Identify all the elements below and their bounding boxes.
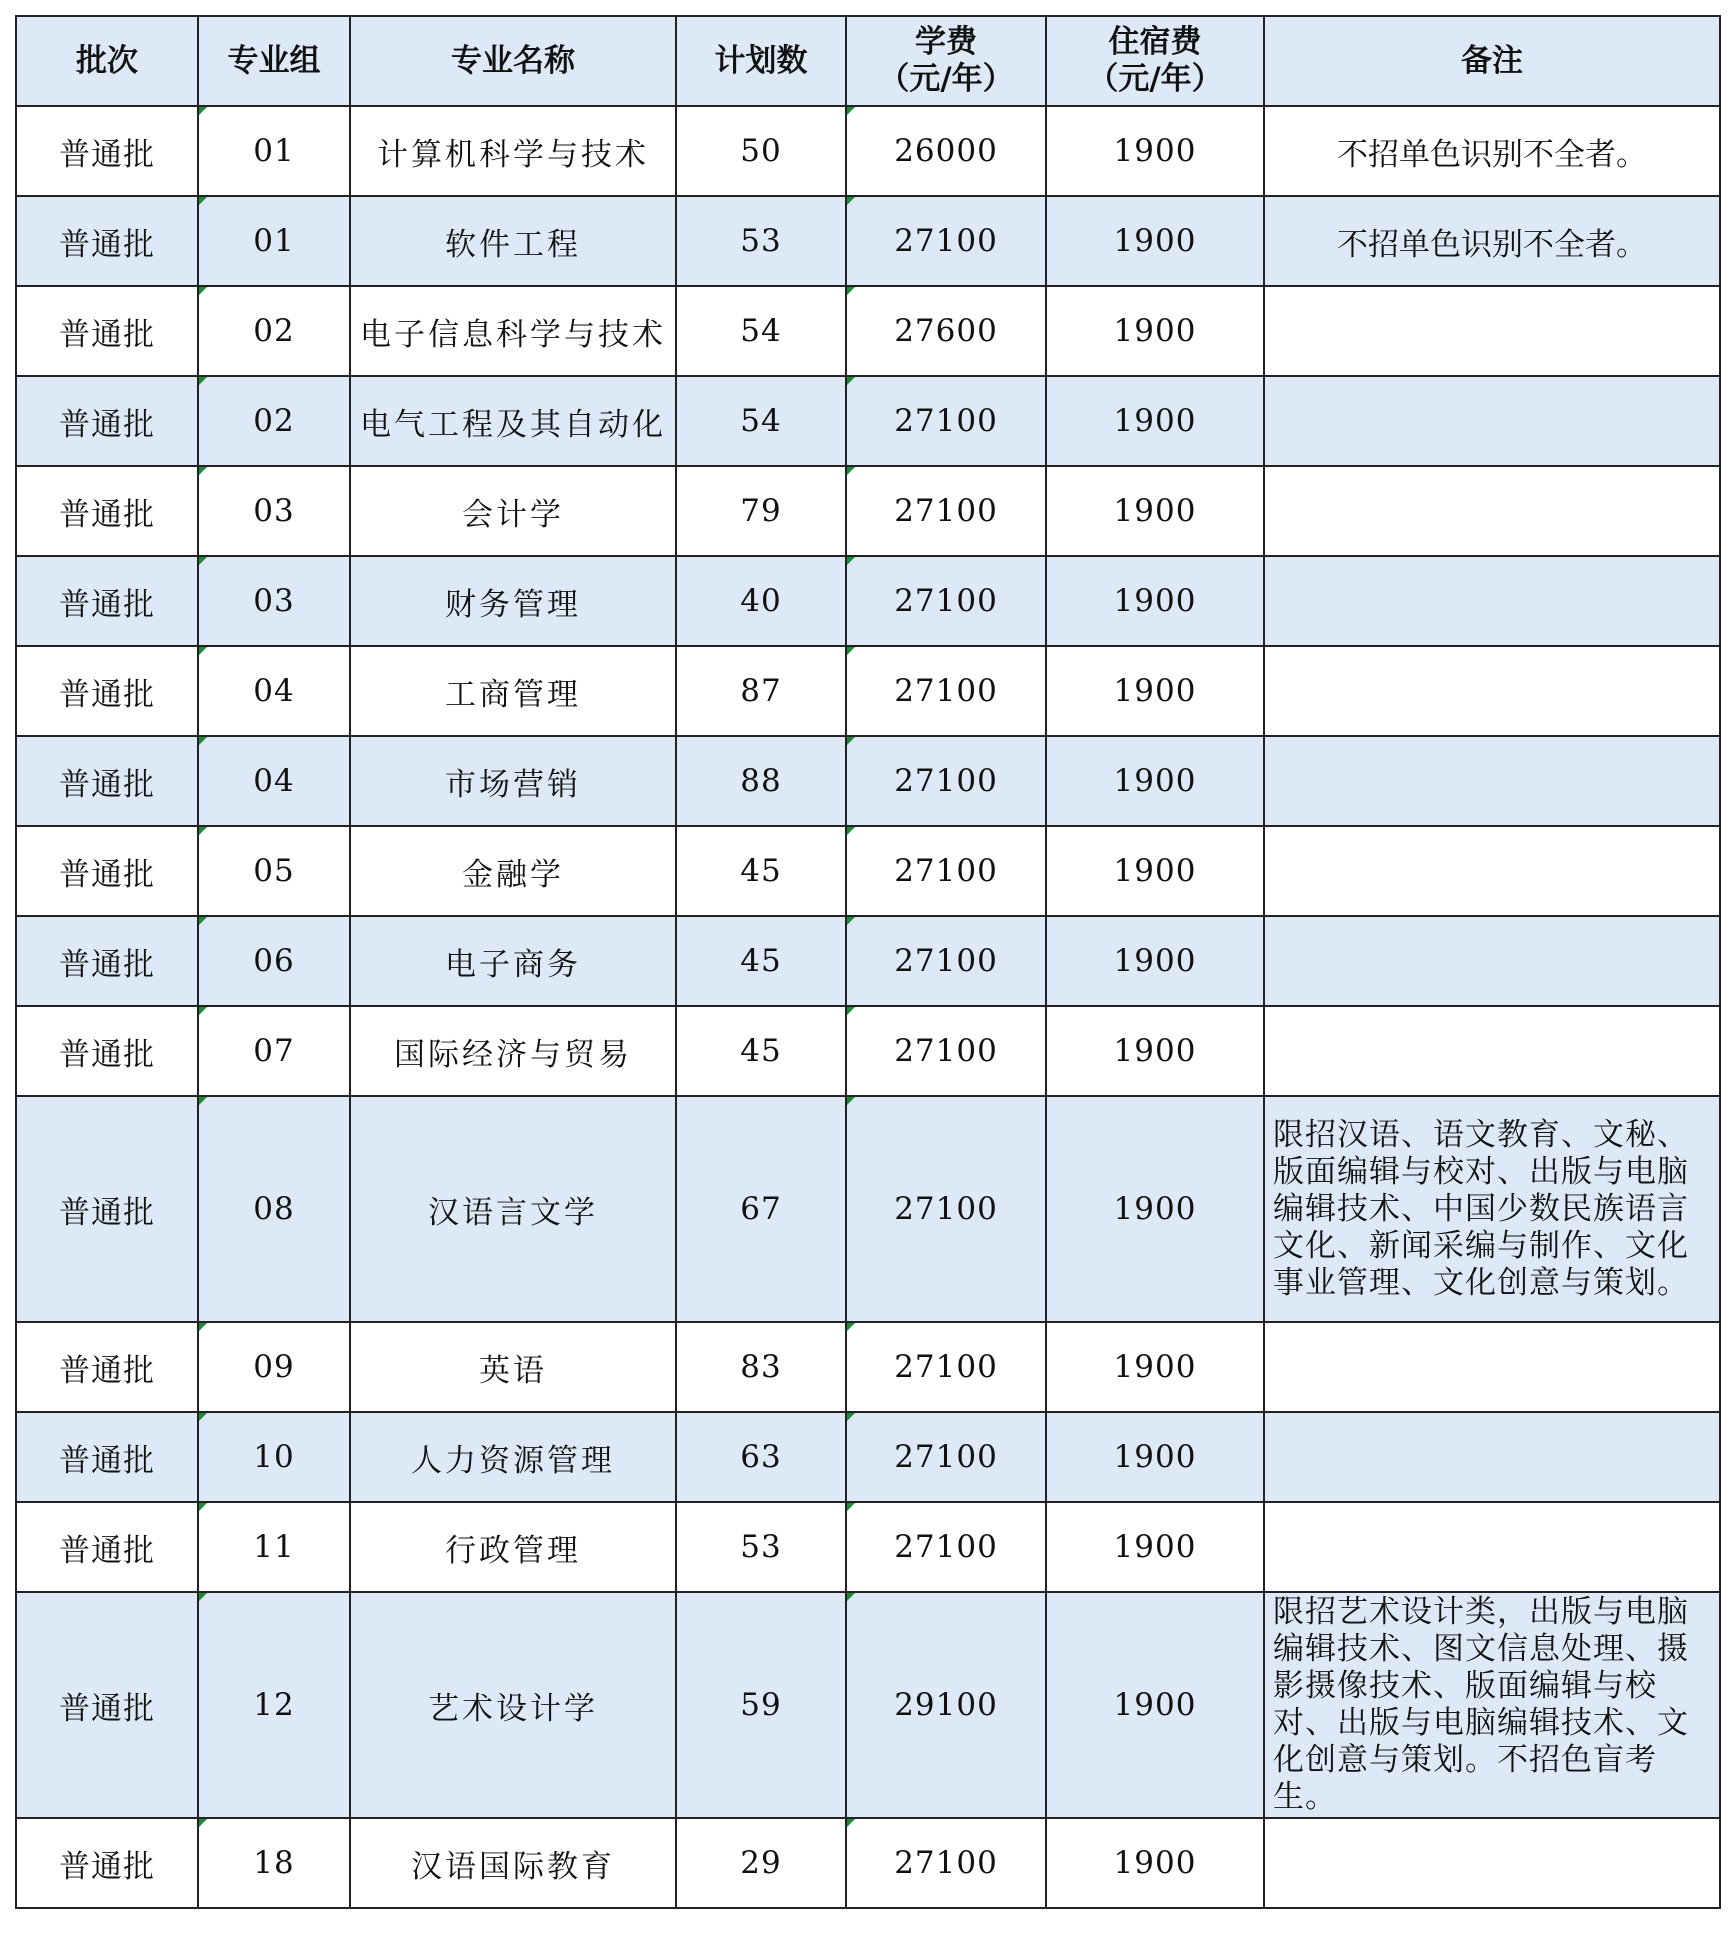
note-cell	[1264, 376, 1720, 466]
dorm-cell: 1900	[1046, 736, 1264, 826]
table-header	[16, 16, 1720, 106]
group-cell: 08	[198, 1096, 350, 1322]
note-cell	[1264, 1502, 1720, 1592]
group-cell: 09	[198, 1322, 350, 1412]
header-batch: 批次	[16, 16, 198, 106]
tuition-cell: 27100	[846, 1096, 1046, 1322]
group-cell: 18	[198, 1818, 350, 1908]
major-cell: 电子信息科学与技术	[350, 286, 676, 376]
batch-cell: 普通批	[16, 916, 198, 1006]
header-plan: 计划数	[676, 16, 846, 106]
table-row	[16, 286, 1720, 376]
major-cell: 工商管理	[350, 646, 676, 736]
plan-cell: 29	[676, 1818, 846, 1908]
plan-cell: 50	[676, 106, 846, 196]
group-cell: 03	[198, 466, 350, 556]
table-row	[16, 1006, 1720, 1096]
dorm-cell: 1900	[1046, 1412, 1264, 1502]
plan-cell: 67	[676, 1096, 846, 1322]
dorm-cell: 1900	[1046, 556, 1264, 646]
major-cell: 电气工程及其自动化	[350, 376, 676, 466]
plan-cell: 83	[676, 1322, 846, 1412]
group-cell: 04	[198, 646, 350, 736]
tuition-cell: 27100	[846, 376, 1046, 466]
dorm-cell: 1900	[1046, 376, 1264, 466]
major-cell: 行政管理	[350, 1502, 676, 1592]
major-cell: 汉语国际教育	[350, 1818, 676, 1908]
batch-cell: 普通批	[16, 466, 198, 556]
table-row	[16, 106, 1720, 196]
major-cell: 汉语言文学	[350, 1096, 676, 1322]
table-row	[16, 376, 1720, 466]
major-cell: 电子商务	[350, 916, 676, 1006]
dorm-cell: 1900	[1046, 826, 1264, 916]
major-cell: 英语	[350, 1322, 676, 1412]
batch-cell: 普通批	[16, 106, 198, 196]
major-cell: 市场营销	[350, 736, 676, 826]
header-dorm	[1046, 16, 1264, 106]
plan-cell: 63	[676, 1412, 846, 1502]
note-cell	[1264, 466, 1720, 556]
group-cell: 11	[198, 1502, 350, 1592]
plan-cell: 59	[676, 1592, 846, 1818]
dorm-cell: 1900	[1046, 1322, 1264, 1412]
table-row	[16, 1096, 1720, 1322]
tuition-cell: 27100	[846, 826, 1046, 916]
note-cell	[1264, 556, 1720, 646]
plan-cell: 54	[676, 286, 846, 376]
plan-cell: 53	[676, 1502, 846, 1592]
note-cell	[1264, 916, 1720, 1006]
batch-cell: 普通批	[16, 1412, 198, 1502]
table-row	[16, 1502, 1720, 1592]
table-row	[16, 1412, 1720, 1502]
header-note: 备注	[1264, 16, 1720, 106]
tuition-cell: 27100	[846, 916, 1046, 1006]
tuition-cell: 27100	[846, 1412, 1046, 1502]
header-group: 专业组	[198, 16, 350, 106]
dorm-cell: 1900	[1046, 286, 1264, 376]
header-major: 专业名称	[350, 16, 676, 106]
batch-cell: 普通批	[16, 1322, 198, 1412]
tuition-cell: 29100	[846, 1592, 1046, 1818]
note-cell	[1264, 736, 1720, 826]
table-row	[16, 1322, 1720, 1412]
dorm-cell: 1900	[1046, 916, 1264, 1006]
plan-cell: 79	[676, 466, 846, 556]
note-cell: 不招单色识别不全者。	[1264, 106, 1720, 196]
group-cell: 05	[198, 826, 350, 916]
major-cell: 艺术设计学	[350, 1592, 676, 1818]
dorm-cell: 1900	[1046, 1006, 1264, 1096]
table-body	[16, 106, 1720, 1908]
table-row	[16, 466, 1720, 556]
group-cell: 02	[198, 376, 350, 466]
major-cell: 财务管理	[350, 556, 676, 646]
dorm-cell: 1900	[1046, 466, 1264, 556]
batch-cell: 普通批	[16, 1502, 198, 1592]
header-tuition-line1: 学费	[915, 24, 977, 60]
note-cell	[1264, 1818, 1720, 1908]
group-cell: 01	[198, 106, 350, 196]
group-cell: 12	[198, 1592, 350, 1818]
table-row	[16, 1818, 1720, 1908]
tuition-cell: 27600	[846, 286, 1046, 376]
dorm-cell: 1900	[1046, 1502, 1264, 1592]
group-cell: 06	[198, 916, 350, 1006]
major-cell: 计算机科学与技术	[350, 106, 676, 196]
header-tuition	[846, 16, 1046, 106]
note-cell	[1264, 646, 1720, 736]
group-cell: 04	[198, 736, 350, 826]
tuition-cell: 27100	[846, 1322, 1046, 1412]
dorm-cell: 1900	[1046, 1818, 1264, 1908]
group-cell: 03	[198, 556, 350, 646]
plan-cell: 45	[676, 826, 846, 916]
plan-cell: 87	[676, 646, 846, 736]
table-row	[16, 556, 1720, 646]
header-dorm-line1: 住宿费	[1108, 24, 1202, 60]
batch-cell: 普通批	[16, 646, 198, 736]
dorm-cell: 1900	[1046, 106, 1264, 196]
batch-cell: 普通批	[16, 826, 198, 916]
major-cell: 人力资源管理	[350, 1412, 676, 1502]
admission-plan-table	[15, 15, 1721, 1909]
tuition-cell: 27100	[846, 556, 1046, 646]
table-row	[16, 736, 1720, 826]
note-cell	[1264, 1006, 1720, 1096]
batch-cell: 普通批	[16, 1818, 198, 1908]
table-row	[16, 1592, 1720, 1818]
tuition-cell: 27100	[846, 1818, 1046, 1908]
batch-cell: 普通批	[16, 556, 198, 646]
dorm-cell: 1900	[1046, 1592, 1264, 1818]
group-cell: 10	[198, 1412, 350, 1502]
batch-cell: 普通批	[16, 736, 198, 826]
plan-cell: 54	[676, 376, 846, 466]
table-row	[16, 916, 1720, 1006]
major-cell: 国际经济与贸易	[350, 1006, 676, 1096]
dorm-cell: 1900	[1046, 646, 1264, 736]
dorm-cell: 1900	[1046, 196, 1264, 286]
group-cell: 02	[198, 286, 350, 376]
dorm-cell: 1900	[1046, 1096, 1264, 1322]
major-cell: 软件工程	[350, 196, 676, 286]
tuition-cell: 26000	[846, 106, 1046, 196]
table-row	[16, 826, 1720, 916]
note-cell	[1264, 286, 1720, 376]
tuition-cell: 27100	[846, 736, 1046, 826]
batch-cell: 普通批	[16, 286, 198, 376]
tuition-cell: 27100	[846, 646, 1046, 736]
note-cell: 限招汉语、语文教育、文秘、版面编辑与校对、出版与电脑编辑技术、中国少数民族语言文化、新闻采编与制作、文化事业管理、文化创意与策划。	[1264, 1096, 1720, 1322]
batch-cell: 普通批	[16, 196, 198, 286]
batch-cell: 普通批	[16, 1006, 198, 1096]
plan-cell: 88	[676, 736, 846, 826]
header-tuition-line2: （元/年）	[878, 61, 1014, 97]
batch-cell: 普通批	[16, 1096, 198, 1322]
header-row	[16, 16, 1720, 106]
note-cell	[1264, 1322, 1720, 1412]
note-cell	[1264, 1412, 1720, 1502]
tuition-cell: 27100	[846, 466, 1046, 556]
batch-cell: 普通批	[16, 1592, 198, 1818]
batch-cell: 普通批	[16, 376, 198, 466]
tuition-cell: 27100	[846, 1502, 1046, 1592]
table-row	[16, 196, 1720, 286]
tuition-cell: 27100	[846, 1006, 1046, 1096]
header-dorm-line2: （元/年）	[1087, 61, 1223, 97]
note-cell: 不招单色识别不全者。	[1264, 196, 1720, 286]
plan-cell: 40	[676, 556, 846, 646]
major-cell: 金融学	[350, 826, 676, 916]
plan-cell: 45	[676, 916, 846, 1006]
group-cell: 01	[198, 196, 350, 286]
plan-cell: 45	[676, 1006, 846, 1096]
major-cell: 会计学	[350, 466, 676, 556]
plan-cell: 53	[676, 196, 846, 286]
group-cell: 07	[198, 1006, 350, 1096]
note-cell: 限招艺术设计类，出版与电脑编辑技术、图文信息处理、摄影摄像技术、版面编辑与校对、出版与电脑编辑技术、文化创意与策划。不招色盲考生。	[1264, 1592, 1720, 1818]
note-cell	[1264, 826, 1720, 916]
tuition-cell: 27100	[846, 196, 1046, 286]
table-row	[16, 646, 1720, 736]
